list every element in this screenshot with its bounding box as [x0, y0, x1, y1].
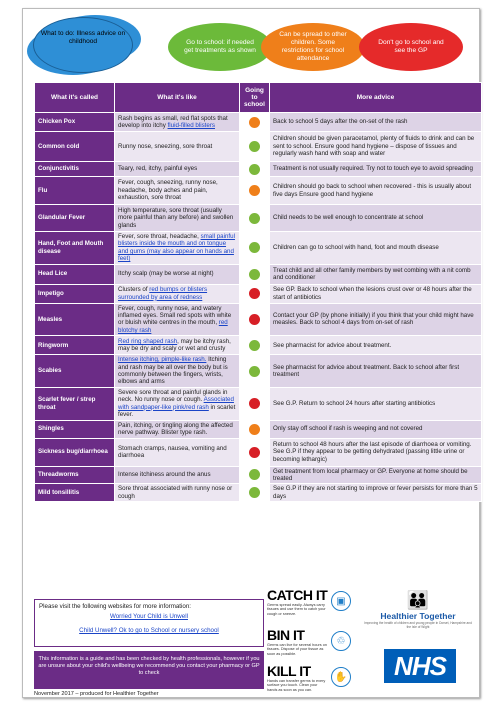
- status-dot-green: [249, 366, 260, 377]
- websites-title: Please visit the following websites for more information:: [39, 603, 192, 610]
- illness-name: Common cold: [35, 132, 115, 162]
- status-dot-green: [249, 164, 260, 175]
- status-dot-green: [249, 487, 260, 498]
- tissue-box-icon: ▣: [331, 591, 351, 611]
- more-advice: See GP. Back to school when the lesions crust over or 48 hours after the start of antibiotics: [270, 284, 482, 303]
- status-dot-green: [249, 242, 260, 253]
- illness-description: Pain, itching, or tingling along the affected nerve pathway. Blister type rash.: [115, 420, 240, 438]
- status-dot-red: [249, 314, 260, 325]
- school-status: [240, 232, 270, 265]
- status-dot-orange: [249, 185, 260, 196]
- table-row: [35, 420, 482, 438]
- illness-description: Sore throat associated with runny nose or cough: [115, 484, 240, 502]
- catch-it: CATCH IT Germs spread easily. Always carry tissues and use them to catch your cough or sneeze. ▣: [267, 587, 351, 621]
- more-advice: See G.P. Return to school 24 hours after starting antibiotics: [270, 387, 482, 420]
- illness-name: Chicken Pox: [35, 113, 115, 132]
- link-child-unwell[interactable]: Child Unwell? Ok to go to School or nursery school: [79, 627, 219, 634]
- illness-name: Scabies: [35, 355, 115, 388]
- header-advice: More advice: [270, 83, 482, 113]
- illness-link[interactable]: small painful blisters inside the mouth and on tongue and gums (may also appear on hands and feet): [118, 233, 235, 263]
- more-advice: Contact your GP (by phone initially) if you think that your child might have measles. Back to school 4 days from on-set of rash: [270, 303, 482, 336]
- status-dot-green: [249, 340, 260, 351]
- illness-name: Threadworms: [35, 466, 115, 484]
- illness-name: Impetigo: [35, 284, 115, 303]
- orange-legend: Can be spread to other children. Some restrictions for school attendance: [261, 23, 365, 71]
- status-dot-green: [249, 213, 260, 224]
- advice-label: What to do: Illness advice on childhood: [40, 30, 126, 46]
- illness-name: Ringworm: [35, 336, 115, 355]
- school-status: [240, 484, 270, 502]
- school-status: [240, 387, 270, 420]
- header-name: What it's called: [35, 83, 115, 113]
- school-status: [240, 162, 270, 177]
- more-advice: Return to school 48 hours after the last episode of diarrhoea or vomiting. See G.P if they appear to be getting dehydrated (passing little urine or becoming lethargic): [270, 438, 482, 466]
- illness-description: Clusters of red bumps or blisters surrounded by area of redness: [115, 284, 240, 303]
- illness-description: Intense itchiness around the anus: [115, 466, 240, 484]
- illness-description: Fever, sore throat, headache, small painful blisters inside the mouth and on tongue and gums (may also appear on hands and feet): [115, 232, 240, 265]
- status-dot-red: [249, 447, 260, 458]
- illness-table: [34, 82, 482, 502]
- more-advice: See pharmacist for advice about treatment.: [270, 336, 482, 355]
- illness-name: Measles: [35, 303, 115, 336]
- illness-description: Severe sore throat and painful glands in neck. No runny nose or cough. Associated with sandpaper-like pink/red rash in scarlet fever.: [115, 387, 240, 420]
- table-row: [35, 162, 482, 177]
- more-advice: Child needs to be well enough to concentrate at school: [270, 205, 482, 232]
- more-advice: Only stay off school if rash is weeping and not covered: [270, 420, 482, 438]
- status-dot-orange: [249, 424, 260, 435]
- family-icon: 👪: [406, 590, 430, 610]
- more-advice: Back to school 5 days after the on-set of the rash: [270, 113, 482, 132]
- illness-link[interactable]: red bumps or blisters surrounded by area of redness: [118, 286, 208, 301]
- illness-description: Fever, cough, sneezing, runny nose, headache, body aches and pain, exhaustion, sore throat: [115, 177, 240, 205]
- illness-description: Red ring shaped rash, may be itchy rash, may be dry and scaly or wet and crusty: [115, 336, 240, 355]
- bin-icon: ♲: [331, 631, 351, 651]
- school-status: [240, 177, 270, 205]
- illness-link[interactable]: red blotchy rash: [118, 319, 228, 334]
- illness-name: Scarlet fever / strep throat: [35, 387, 115, 420]
- status-dot-red: [249, 288, 260, 299]
- illness-description: Itchy scalp (may be worse at night): [115, 264, 240, 284]
- hand-wash-icon: ✋: [331, 667, 351, 687]
- table-row: [35, 284, 482, 303]
- green-legend: Go to school: if needed get treatments as shown: [168, 23, 272, 71]
- illness-description: High temperature, sore throat (usually more painful than any before) and swollen glands: [115, 205, 240, 232]
- more-advice: Treat child and all other family members by wet combing with a nit comb and conditioner: [270, 264, 482, 284]
- table-row: [35, 232, 482, 265]
- table-row: [35, 336, 482, 355]
- table-row: [35, 438, 482, 466]
- advice-cloud: [33, 17, 133, 73]
- illness-description: Rash begins as small, red flat spots that develop into itchy fluid-filled blisters: [115, 113, 240, 132]
- more-advice: Treatment is not usually required. Try not to touch eye to avoid spreading: [270, 162, 482, 177]
- illness-name: Sickness bug/diarrhoea: [35, 438, 115, 466]
- footer: November 2017 – produced for Healthier Together: [34, 691, 159, 697]
- illness-link[interactable]: Red ring shaped rash: [118, 337, 178, 345]
- table-row: [35, 264, 482, 284]
- school-status: [240, 420, 270, 438]
- nhs-logo: NHS: [384, 649, 456, 683]
- table-row: [35, 466, 482, 484]
- status-dot-green: [249, 141, 260, 152]
- legend: [23, 9, 481, 84]
- table-row: [35, 132, 482, 162]
- status-dot-green: [249, 269, 260, 280]
- school-status: [240, 355, 270, 388]
- bin-it: BIN IT Germs can live for several hours on tissues. Dispose of your tissue as soon as possible. ♲: [267, 627, 351, 661]
- table-row: [35, 205, 482, 232]
- illness-description: Fever, cough, runny nose, and watery inflamed eyes. Small red spots with white or bluish white centres in the mouth, red blotchy rash: [115, 303, 240, 336]
- school-status: [240, 132, 270, 162]
- table-row: [35, 177, 482, 205]
- table-row: [35, 484, 482, 502]
- illness-description: Stomach cramps, nausea, vomiting and diarrhoea: [115, 438, 240, 466]
- header-school: Going to school: [240, 83, 270, 113]
- school-status: [240, 113, 270, 132]
- illness-description: Runny nose, sneezing, sore throat: [115, 132, 240, 162]
- illness-link[interactable]: Intense itching, pimple-like rash.: [118, 356, 207, 364]
- kill-it: KILL IT Hands can transfer germs to every surface you touch. Clean your hands as soon as you can. ✋: [267, 663, 351, 697]
- illness-name: Flu: [35, 177, 115, 205]
- more-advice: Children should go back to school when recovered - this is usually about five days Ensure good hand hygiene: [270, 177, 482, 205]
- more-advice: See pharmacist for advice about treatment. Back to school after first treatment: [270, 355, 482, 388]
- table-row: [35, 355, 482, 388]
- websites-box: [34, 599, 264, 647]
- school-status: [240, 284, 270, 303]
- illness-name: Mild tonsillitis: [35, 484, 115, 502]
- school-status: [240, 303, 270, 336]
- illness-name: Hand, Foot and Mouth disease: [35, 232, 115, 265]
- header-like: What it's like: [115, 83, 240, 113]
- table-row: [35, 387, 482, 420]
- status-dot-red: [249, 398, 260, 409]
- link-worried-child[interactable]: Worried Your Child is Unwell: [110, 613, 188, 620]
- red-legend: Don't go to school and see the GP: [359, 23, 463, 71]
- illness-description: Intense itching, pimple-like rash. Itching and rash may be all over the body but is commonly between the fingers, wrists, elbows and arms: [115, 355, 240, 388]
- poster: [22, 8, 480, 698]
- illness-link[interactable]: Associated with sandpaper-like pink/red rash: [118, 396, 234, 411]
- more-advice: Children can go to school with hand, foot and mouth disease: [270, 232, 482, 265]
- status-dot-orange: [249, 117, 260, 128]
- school-status: [240, 264, 270, 284]
- illness-name: Shingles: [35, 420, 115, 438]
- more-advice: Get treatment from local pharmacy or GP. Everyone at home should be treated: [270, 466, 482, 484]
- school-status: [240, 205, 270, 232]
- school-status: [240, 336, 270, 355]
- more-advice: Children should be given paracetamol, plenty of fluids to drink and can be sent to school. Ensure good hand hygiene – dispose of tissues and regularly wash hand with soap and water: [270, 132, 482, 162]
- illness-name: Glandular Fever: [35, 205, 115, 232]
- info-box: This information is a guide and has been checked by health professionals, however if you are unsure about your child's wellbeing we recommend you contact your pharmacy or GP to check: [34, 651, 264, 689]
- healthier-together-logo: 👪 Healthier Together Improving the health of children and young people in Dorset, Hampshire and the Isle of Wight: [364, 590, 472, 629]
- school-status: [240, 438, 270, 466]
- table-row: [35, 113, 482, 132]
- illness-link[interactable]: fluid-filled blisters: [167, 122, 215, 129]
- more-advice: See G.P if they are not starting to improve or fever persists for more than 5 days: [270, 484, 482, 502]
- illness-name: Conjunctivitis: [35, 162, 115, 177]
- table-row: [35, 303, 482, 336]
- illness-name: Head Lice: [35, 264, 115, 284]
- status-dot-green: [249, 469, 260, 480]
- school-status: [240, 466, 270, 484]
- illness-description: Teary, red, itchy, painful eyes: [115, 162, 240, 177]
